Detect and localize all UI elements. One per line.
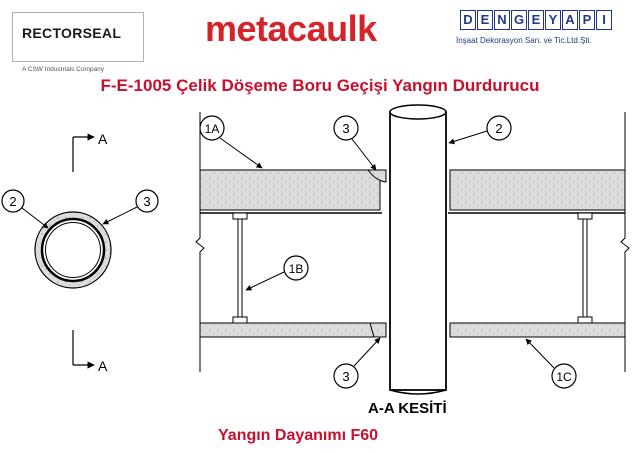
stud-bottom-flange-right: [578, 317, 592, 323]
dengeyapi-letter: I: [596, 10, 612, 30]
pipe-top-end: [390, 105, 446, 119]
callout-3-bottom-label: 3: [342, 369, 350, 384]
dengeyapi-letter: E: [477, 10, 493, 30]
gypsum-board-right: [450, 323, 625, 337]
callout-3-label: 3: [143, 194, 151, 209]
steel-pipe: [390, 112, 446, 390]
callout-1c-label: 1C: [556, 370, 572, 384]
dengeyapi-letter: N: [494, 10, 510, 30]
stud-top-flange-right: [578, 213, 592, 219]
callout-3-leader: [103, 207, 137, 224]
stud-bottom-flange-left: [233, 317, 247, 323]
dengeyapi-letter: E: [528, 10, 544, 30]
callout-2-pipe-leader: [449, 131, 487, 143]
section-marker-bottom: A: [98, 358, 108, 374]
callout-2-pipe-label: 2: [495, 121, 503, 136]
concrete-slab-left: [200, 170, 380, 210]
concrete-slab-right: [450, 170, 625, 210]
rectorseal-tagline: A CSW Industrials Company: [22, 66, 105, 73]
callout-3-top-leader: [352, 139, 376, 170]
callout-1b-label: 1B: [288, 262, 304, 276]
dengeyapi-letter: D: [460, 10, 476, 30]
callout-1c-leader: [526, 339, 554, 368]
stud-top-flange-left: [233, 213, 247, 219]
callout-3-bottom-leader: [354, 338, 380, 366]
dengeyapi-letter: A: [562, 10, 578, 30]
callout-1a-label: 1A: [204, 122, 220, 136]
callouts-right: [200, 116, 576, 388]
stud-web-left: [238, 219, 242, 317]
dengeyapi-tagline: İnşaat Dekorasyon San. ve Tic.Ltd.Şti.: [456, 36, 592, 45]
dengeyapi-letter: Y: [545, 10, 561, 30]
callout-2-label: 2: [9, 194, 17, 209]
dengeyapi-letter: P: [579, 10, 595, 30]
metacaulk-logo: metacaulk: [205, 8, 377, 49]
gypsum-board-left: [200, 323, 380, 337]
fire-rating: Yangın Dayanımı F60: [218, 427, 379, 444]
section-marker-top: A: [98, 131, 108, 147]
section-title: A-A KESİTİ: [368, 400, 447, 417]
page-title: F-E-1005 Çelik Döşeme Boru Geçişi Yangın Durdurucu: [100, 76, 540, 95]
callout-2-leader: [22, 208, 48, 228]
callout-1a-leader: [220, 138, 262, 168]
floor-elevation: [196, 105, 629, 394]
pipe-cross-section: [2, 137, 158, 365]
rectorseal-logo-text: RECTORSEAL: [22, 25, 122, 41]
callout-1b-leader: [246, 272, 284, 290]
stud-web-right: [583, 219, 587, 317]
callout-3-top-label: 3: [342, 121, 350, 136]
pipe-bore: [46, 223, 101, 278]
dengeyapi-letter: G: [511, 10, 527, 30]
